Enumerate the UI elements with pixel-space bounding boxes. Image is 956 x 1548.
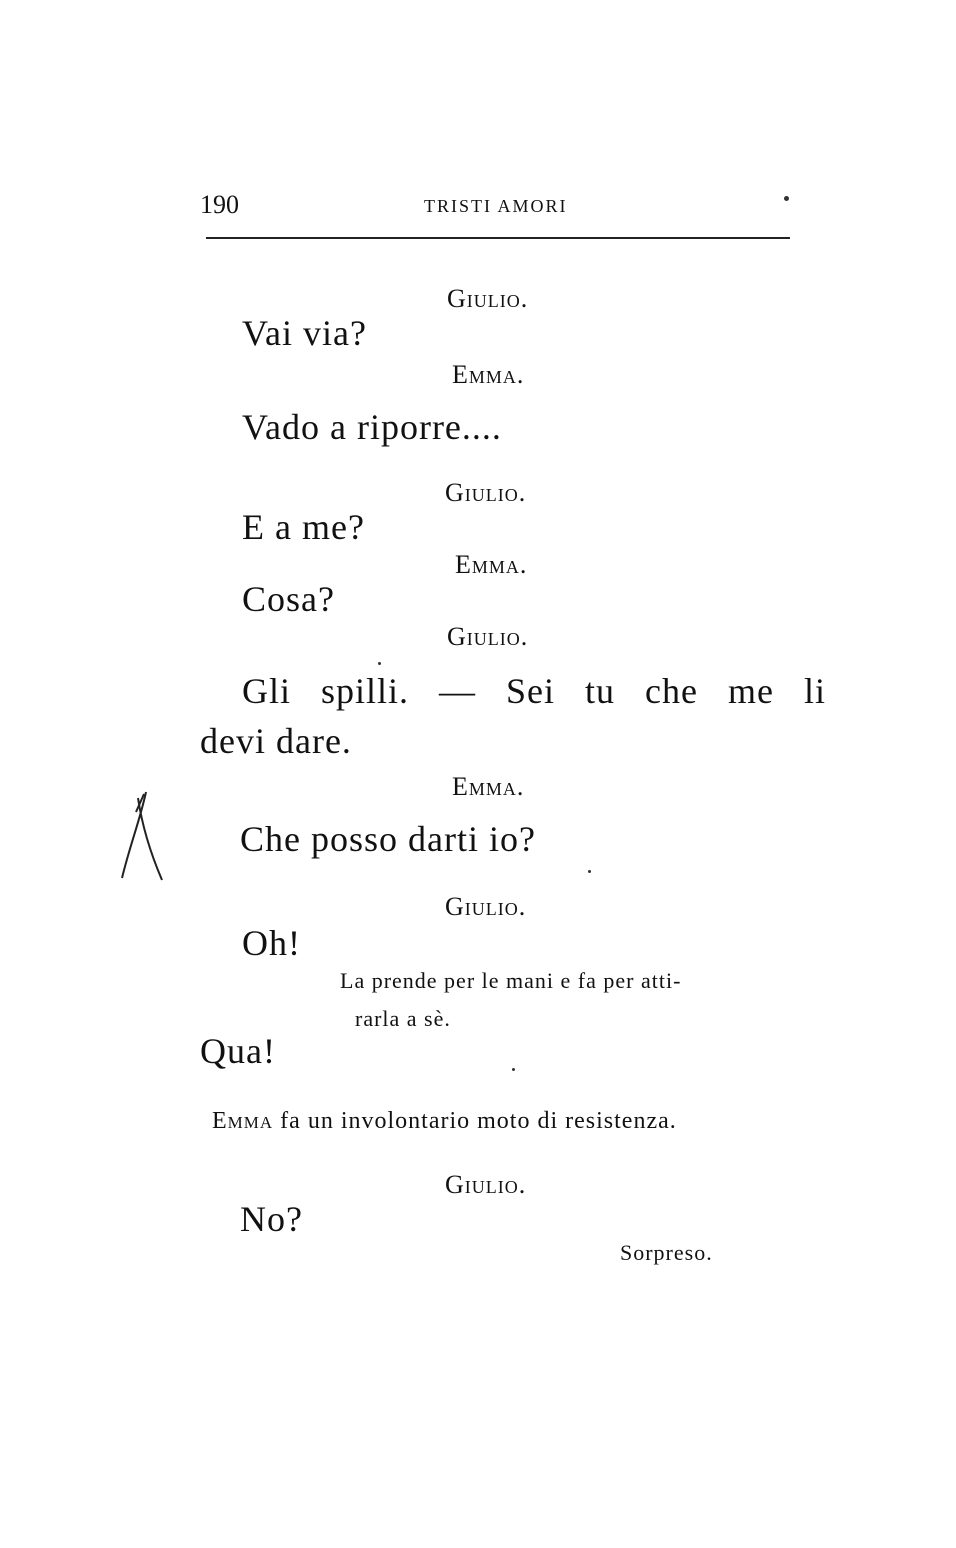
- dialogue-line: Che posso darti io?: [240, 819, 536, 859]
- dialogue-line: Vai via?: [242, 313, 367, 353]
- header-rule: [206, 237, 790, 239]
- dialogue-line: E a me?: [242, 507, 365, 547]
- scan-speck: [378, 662, 381, 665]
- speaker-name: Giulio.: [445, 892, 527, 921]
- dialogue-line: devi dare.: [200, 721, 352, 761]
- running-title: TRISTI AMORI: [424, 196, 568, 216]
- dialogue-line: Vado a riporre....: [242, 407, 502, 447]
- scan-speck: [512, 1068, 515, 1071]
- scan-speck: [784, 196, 789, 201]
- dialogue-line: Gli spilli. — Sei tu che me li: [242, 671, 826, 711]
- speaker-name: Giulio.: [445, 478, 527, 507]
- speaker-name: Emma.: [455, 550, 528, 579]
- stage-speaker: Emma: [212, 1108, 274, 1134]
- speaker-name: Emma.: [452, 772, 525, 801]
- stage-direction: La prende per le mani e fa per atti-: [340, 968, 682, 993]
- speaker-name: Giulio.: [447, 284, 529, 313]
- scan-speck: [588, 870, 591, 873]
- dialogue-line: Cosa?: [242, 579, 335, 619]
- stage-direction: Sorpreso.: [620, 1240, 713, 1265]
- dialogue-line: Oh!: [242, 923, 301, 963]
- dialogue-line: Qua!: [200, 1031, 276, 1071]
- page-number: 190: [200, 190, 239, 219]
- speaker-name: Giulio.: [447, 622, 529, 651]
- stage-direction: rarla a sè.: [355, 1006, 451, 1031]
- speaker-name: Giulio.: [445, 1170, 527, 1199]
- speaker-name: Emma.: [452, 360, 525, 389]
- stage-direction: [212, 1108, 677, 1135]
- handwritten-mark-icon: [116, 790, 166, 882]
- dialogue-line: No?: [240, 1199, 303, 1239]
- stage-text: fa un involontario moto di resistenza.: [273, 1108, 677, 1134]
